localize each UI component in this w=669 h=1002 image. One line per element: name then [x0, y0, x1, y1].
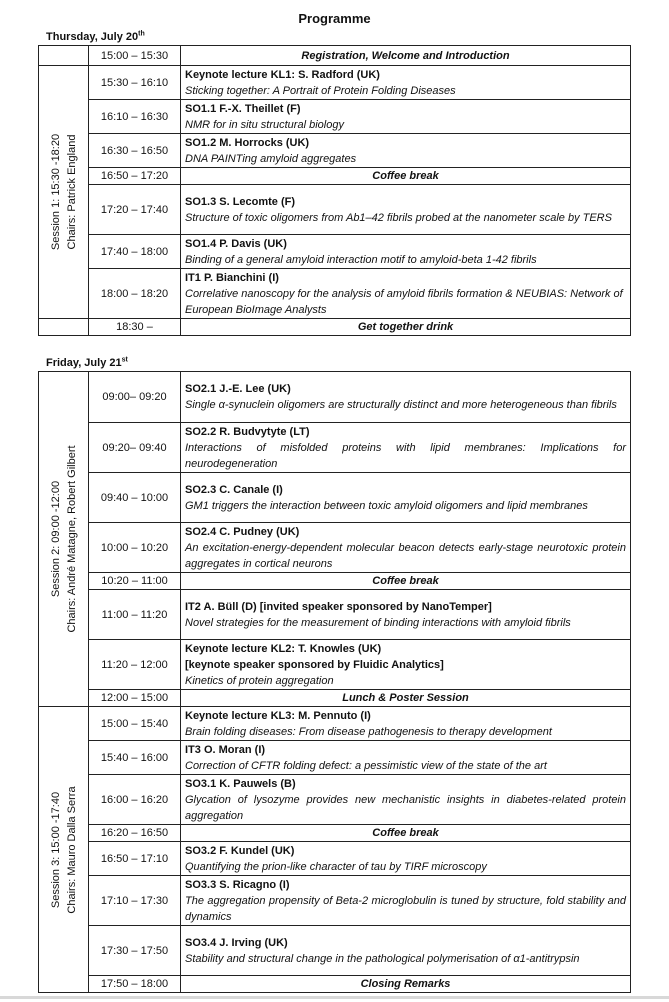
talk-title: An excitation-energy-dependent molecular beacon detects early-stage neurotoxic protein aggregates in cortical neurons — [185, 541, 626, 570]
time-cell: 09:00– 09:20 — [89, 372, 181, 423]
talk-cell — [181, 640, 631, 690]
table-row — [39, 825, 631, 842]
time-cell: 15:40 – 16:00 — [89, 741, 181, 775]
time-cell: 16:20 – 16:50 — [89, 825, 181, 842]
event-label: Lunch & Poster Session — [181, 690, 631, 707]
event-label: Coffee break — [181, 825, 631, 842]
talk-cell — [181, 185, 631, 235]
speaker: IT2 A. Büll (D) [invited speaker sponsored by NanoTemper] — [185, 600, 492, 613]
table-row — [39, 741, 631, 775]
time-cell: 10:00 – 10:20 — [89, 523, 181, 573]
time-cell: 18:30 – — [89, 319, 181, 336]
day-date-suffix: th — [138, 30, 145, 38]
table-row — [39, 423, 631, 473]
talk-cell — [181, 590, 631, 640]
talk-title: Binding of a general amyloid interaction motif to amyloid-beta 1-42 fibrils — [185, 253, 537, 266]
talk-title: GM1 triggers the interaction between toxic amyloid oligomers and lipid membranes — [185, 499, 588, 512]
table-row — [39, 523, 631, 573]
table-row — [39, 842, 631, 876]
time-cell: 16:50 – 17:10 — [89, 842, 181, 876]
page-title: Programme — [298, 11, 371, 26]
talk-cell — [181, 269, 631, 319]
event-label: Get together drink — [181, 319, 631, 336]
speaker: SO2.3 C. Canale (I) — [185, 483, 283, 496]
schedule-table-friday — [38, 371, 631, 993]
time-cell: 16:30 – 16:50 — [89, 134, 181, 168]
day-date-suffix: st — [121, 356, 128, 364]
speaker-sponsor: [keynote speaker sponsored by Fluidic Analytics] — [185, 658, 444, 671]
table-row — [39, 590, 631, 640]
talk-cell — [181, 423, 631, 473]
speaker: SO3.2 F. Kundel (UK) — [185, 844, 295, 857]
talk-title: Structure of toxic oligomers from Ab1–42 fibrils probed at the nanometer scale by TERS — [185, 211, 612, 224]
talk-cell — [181, 372, 631, 423]
time-cell: 09:40 – 10:00 — [89, 473, 181, 523]
time-cell: 17:10 – 17:30 — [89, 876, 181, 926]
table-row — [39, 573, 631, 590]
talk-cell — [181, 842, 631, 876]
talk-title: Glycation of lysozyme provides new mechanistic insights in diabetes-related protein aggregation — [185, 793, 626, 822]
speaker: SO1.4 P. Davis (UK) — [185, 237, 287, 250]
talk-cell — [181, 707, 631, 741]
speaker: SO3.4 J. Irving (UK) — [185, 936, 288, 949]
talk-title: Stability and structural change in the pathological polymerisation of α1-antitrypsin — [185, 952, 580, 965]
talk-title: Correction of CFTR folding defect: a pessimistic view of the state of the art — [185, 759, 547, 772]
table-row — [39, 372, 631, 423]
table-row — [39, 100, 631, 134]
table-row — [39, 269, 631, 319]
table-row — [39, 690, 631, 707]
talk-title: NMR for in situ structural biology — [185, 118, 344, 131]
time-cell: 17:30 – 17:50 — [89, 926, 181, 976]
talk-cell — [181, 473, 631, 523]
session-cell — [39, 66, 89, 319]
speaker: SO3.1 K. Pauwels (B) — [185, 777, 296, 790]
talk-title: DNA PAINTing amyloid aggregates — [185, 152, 357, 165]
session-name: Session 2: 09:00 -12:00 — [49, 480, 62, 598]
talk-title: Brain folding diseases: From disease pathogenesis to therapy development — [185, 725, 552, 738]
event-label: Coffee break — [181, 168, 631, 185]
time-cell: 15:00 – 15:40 — [89, 707, 181, 741]
talk-cell — [181, 66, 631, 100]
talk-title: Single α-synuclein oligomers are structurally distinct and more heterogeneous than fibrils — [185, 399, 617, 411]
talk-cell — [181, 775, 631, 825]
speaker: Keynote lecture KL2: T. Knowles (UK) — [185, 642, 382, 655]
speaker: IT1 P. Bianchini (I) — [185, 271, 279, 284]
table-row — [39, 168, 631, 185]
speaker: SO1.1 F.-X. Theillet (F) — [185, 102, 301, 115]
time-cell: 18:00 – 18:20 — [89, 269, 181, 319]
table-row — [39, 640, 631, 690]
time-cell: 17:20 – 17:40 — [89, 185, 181, 235]
speaker: Keynote lecture KL3: M. Pennuto (I) — [185, 709, 371, 722]
session-label — [48, 445, 80, 632]
time-cell: 15:00 – 15:30 — [89, 46, 181, 66]
speaker: SO2.4 C. Pudney (UK) — [185, 525, 300, 538]
time-cell: 17:50 – 18:00 — [89, 976, 181, 993]
table-row — [39, 775, 631, 825]
session-cell-empty — [39, 46, 89, 66]
day-date: Friday, July 21 — [46, 357, 122, 369]
session-cell-empty — [39, 319, 89, 336]
session-label — [48, 786, 80, 913]
session-chairs: Chairs: Patrick England — [65, 134, 78, 250]
table-row — [39, 185, 631, 235]
speaker: Keynote lecture KL1: S. Radford (UK) — [185, 68, 380, 81]
day-date: Thursday, July 20 — [46, 31, 139, 43]
session-name: Session 3: 15:00 -17:40 — [49, 791, 62, 908]
talk-title: The aggregation propensity of Beta-2 microglobulin is tuned by structure, fold stability and dynamics — [185, 894, 626, 923]
session-label — [48, 134, 80, 250]
day-heading-thursday — [46, 31, 145, 43]
table-row — [39, 926, 631, 976]
page-bottom-divider — [0, 996, 669, 999]
talk-cell — [181, 741, 631, 775]
table-row — [39, 473, 631, 523]
time-cell: 10:20 – 11:00 — [89, 573, 181, 590]
table-row — [39, 134, 631, 168]
talk-cell — [181, 235, 631, 269]
table-row — [39, 976, 631, 993]
talk-title: Novel strategies for the measurement of binding interactions with amyloid fibrils — [185, 616, 571, 629]
talk-cell — [181, 100, 631, 134]
time-cell: 11:20 – 12:00 — [89, 640, 181, 690]
talk-title: Quantifying the prion-like character of tau by TIRF microscopy — [185, 860, 487, 873]
talk-cell — [181, 926, 631, 976]
speaker: SO2.1 J.-E. Lee (UK) — [185, 383, 291, 395]
table-row — [39, 66, 631, 100]
talk-title: Kinetics of protein aggregation — [185, 674, 334, 687]
session-cell — [39, 372, 89, 707]
schedule-table-thursday — [38, 45, 631, 336]
time-cell: 11:00 – 11:20 — [89, 590, 181, 640]
speaker: IT3 O. Moran (I) — [185, 743, 266, 756]
session-chairs: Chairs: André Matagne, Robert Gilbert — [65, 445, 78, 633]
event-label: Registration, Welcome and Introduction — [181, 46, 631, 66]
speaker: SO1.2 M. Horrocks (UK) — [185, 136, 310, 149]
session-cell — [39, 707, 89, 993]
time-cell: 16:00 – 16:20 — [89, 775, 181, 825]
table-row — [39, 876, 631, 926]
day-heading-friday — [46, 357, 128, 369]
table-row — [39, 707, 631, 741]
talk-cell — [181, 523, 631, 573]
talk-cell — [181, 134, 631, 168]
time-cell: 17:40 – 18:00 — [89, 235, 181, 269]
time-cell: 12:00 – 15:00 — [89, 690, 181, 707]
session-name: Session 1: 15:30 -18:20 — [49, 133, 62, 251]
speaker: SO1.3 S. Lecomte (F) — [185, 195, 296, 208]
table-row — [39, 235, 631, 269]
time-cell: 16:10 – 16:30 — [89, 100, 181, 134]
time-cell: 16:50 – 17:20 — [89, 168, 181, 185]
talk-title: Correlative nanoscopy for the analysis of amyloid fibrils formation & NEUBIAS: Network of European BioImage Analysts — [185, 287, 623, 316]
table-row — [39, 319, 631, 336]
table-row — [39, 46, 631, 66]
time-cell: 09:20– 09:40 — [89, 423, 181, 473]
event-label: Coffee break — [181, 573, 631, 590]
speaker: SO2.2 R. Budvytyte (LT) — [185, 425, 310, 438]
talk-title: Interactions of misfolded proteins with lipid membranes: Implications for neurodegeneration — [185, 441, 626, 470]
speaker: SO3.3 S. Ricagno (I) — [185, 878, 290, 891]
talk-title: Sticking together: A Portrait of Protein Folding Diseases — [185, 84, 456, 97]
session-chairs: Chairs: Mauro Dalla Serra — [65, 785, 78, 914]
talk-cell — [181, 876, 631, 926]
time-cell: 15:30 – 16:10 — [89, 66, 181, 100]
event-label: Closing Remarks — [181, 976, 631, 993]
